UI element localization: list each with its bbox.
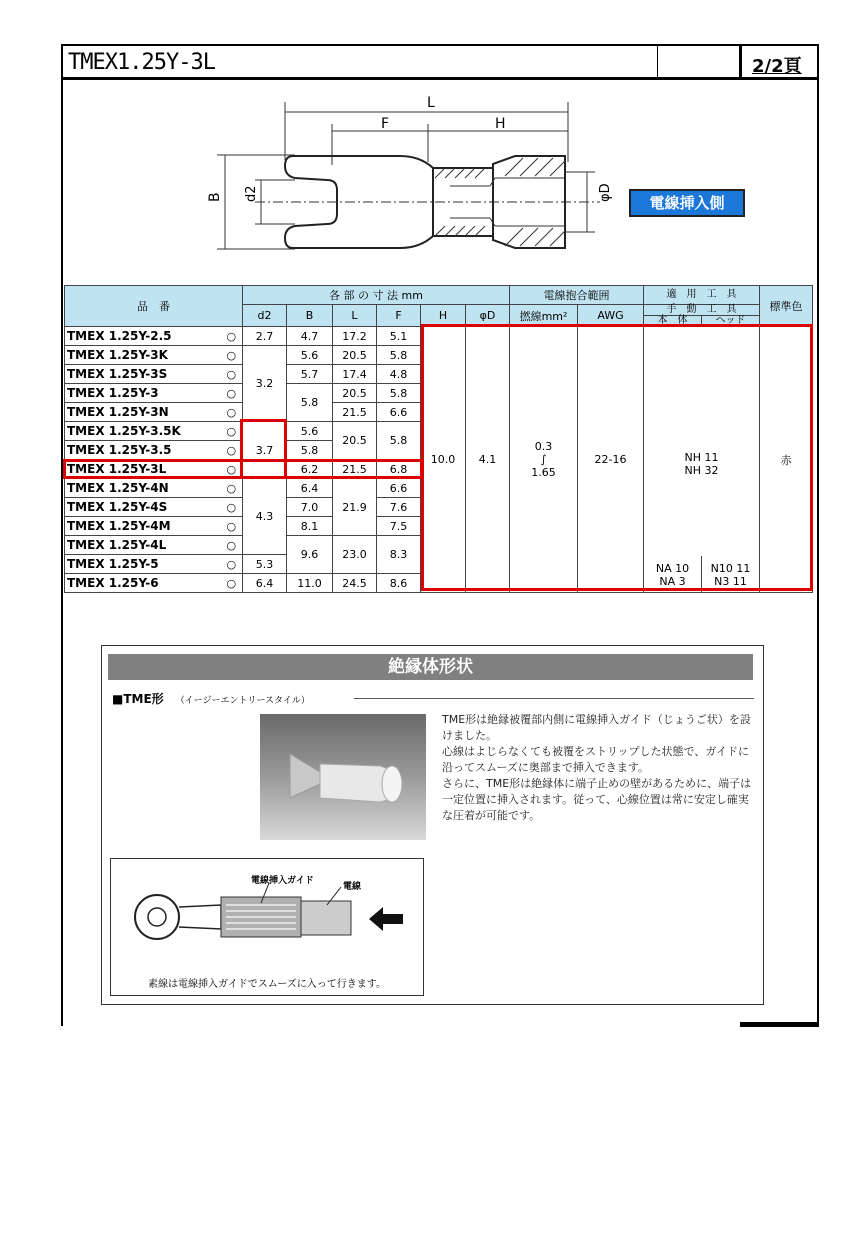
dim-label-F: F <box>381 116 390 132</box>
cell-B: 9.6 <box>287 536 333 574</box>
availability-mark: ○ <box>221 403 243 422</box>
col-F: F <box>377 305 421 327</box>
cell-F: 5.1 <box>377 327 421 346</box>
cell-B: 5.6 <box>287 422 333 441</box>
dim-label-phiD: φD <box>598 183 613 202</box>
page-number: 2/2頁 <box>752 56 802 77</box>
cell-F: 5.8 <box>377 422 421 460</box>
cell-L: 21.5 <box>333 403 377 422</box>
availability-mark: ○ <box>221 441 243 460</box>
col-color: 標準色 <box>760 286 813 327</box>
col-part: 品 番 <box>65 286 243 327</box>
part-number: TMEX 1.25Y-3L <box>65 460 221 479</box>
head-label: ヘッド <box>715 315 746 326</box>
cell-d2: 3.7 <box>243 422 287 479</box>
cell-B: 6.2 <box>287 460 333 479</box>
col-L: L <box>333 305 377 327</box>
availability-mark: ○ <box>221 422 243 441</box>
cell-L: 20.5 <box>333 422 377 460</box>
part-number: TMEX 1.25Y-3N <box>65 403 221 422</box>
dim-label-d2: d2 <box>244 185 259 202</box>
col-H: H <box>421 305 466 327</box>
strand-min: 0.3 <box>534 440 553 453</box>
cell-F: 8.6 <box>377 574 421 593</box>
cell-F: 5.8 <box>377 384 421 403</box>
header-cell <box>657 46 738 77</box>
illustration-caption: 素線は電線挿入ガイドでスムーズに入って行きます。 <box>148 979 386 990</box>
part-number: TMEX 1.25Y-2.5 <box>65 327 221 346</box>
insulation-panel <box>101 645 764 1005</box>
part-number: TMEX 1.25Y-3K <box>65 346 221 365</box>
part-number: TMEX 1.25Y-6 <box>65 574 221 593</box>
desc-paragraph: TME形は絶縁被覆部内側に電線挿入ガイド（じょうご状）を設けました。 <box>442 713 751 742</box>
col-d2: d2 <box>243 305 287 327</box>
wire-side-label: 電線挿入側 <box>629 189 745 217</box>
cell-L: 24.5 <box>333 574 377 593</box>
terminal-photo <box>260 714 426 840</box>
cell-L: 23.0 <box>333 536 377 574</box>
head-tool-2: N3 11 <box>714 575 747 588</box>
availability-mark: ○ <box>221 498 243 517</box>
body-tool-2: NA 3 <box>659 575 686 588</box>
cell-F: 7.6 <box>377 498 421 517</box>
col-range: 電線抱合範囲 <box>510 286 644 305</box>
highlight-row-3L <box>63 459 423 479</box>
availability-mark: ○ <box>221 327 243 346</box>
cell-F: 5.8 <box>377 346 421 365</box>
head-tool-1: N10 11 <box>710 562 751 575</box>
cell-d2: 2.7 <box>243 327 287 346</box>
cell-B: 11.0 <box>287 574 333 593</box>
cell-F: 7.5 <box>377 517 421 536</box>
col-strand: 撚線mm² <box>510 305 578 327</box>
availability-mark: ○ <box>221 555 243 574</box>
cell-B: 6.4 <box>287 479 333 498</box>
availability-mark: ○ <box>221 574 243 593</box>
tme-heading <box>112 690 310 707</box>
cell-L: 20.5 <box>333 384 377 403</box>
desc-paragraph: 心線はよじらなくても被覆をストリップした状態で、ガイドに沿ってスムーズに奥部まで挿入できます。 <box>442 745 750 774</box>
part-number: TMEX 1.25Y-3S <box>65 365 221 384</box>
cell-d2: 4.3 <box>243 479 287 555</box>
cell-d2: 6.4 <box>243 574 287 593</box>
cell-F: 8.3 <box>377 536 421 574</box>
cell-L: 17.2 <box>333 327 377 346</box>
cell-L: 21.9 <box>333 479 377 536</box>
part-number: TMEX 1.25Y-5 <box>65 555 221 574</box>
wire-label: 電線 <box>343 882 362 892</box>
availability-mark: ○ <box>221 384 243 403</box>
cell-B: 5.7 <box>287 365 333 384</box>
insulation-description <box>442 712 758 824</box>
insulation-title: 絶縁体形状 <box>108 654 753 680</box>
cell-d2: 5.3 <box>243 555 287 574</box>
part-number: TMEX 1.25Y-3.5 <box>65 441 221 460</box>
guide-label: 電線挿入ガイド <box>251 876 314 886</box>
cell-color: 赤 <box>760 327 813 593</box>
cell-L: 17.4 <box>333 365 377 384</box>
part-number: TMEX 1.25Y-4N <box>65 479 221 498</box>
tool-1: NH 11 <box>684 450 719 464</box>
part-number: TMEX 1.25Y-4M <box>65 517 221 536</box>
availability-mark: ○ <box>221 346 243 365</box>
col-awg: AWG <box>578 305 644 327</box>
tme-sublabel: （イージーエントリースタイル） <box>175 696 310 706</box>
dim-label-L: L <box>427 95 435 111</box>
availability-mark: ○ <box>221 517 243 536</box>
cell-d2: 3.2 <box>243 346 287 422</box>
availability-mark: ○ <box>221 460 243 479</box>
highlight-shared-specs <box>421 324 813 591</box>
part-number: TMEX 1.25Y-3.5K <box>65 422 221 441</box>
cell-H: 10.0 <box>421 327 466 593</box>
cell-F: 4.8 <box>377 365 421 384</box>
part-number: TMEX 1.25Y-3 <box>65 384 221 403</box>
col-B: B <box>287 305 333 327</box>
cell-phiD: 4.1 <box>466 327 510 593</box>
cell-F: 6.6 <box>377 403 421 422</box>
cell-L: 21.5 <box>333 460 377 479</box>
availability-mark: ○ <box>221 536 243 555</box>
cell-B: 7.0 <box>287 498 333 517</box>
tme-label: ■TME形 <box>112 692 164 706</box>
part-number: TMEX 1.25Y-4L <box>65 536 221 555</box>
cell-B: 5.8 <box>287 384 333 422</box>
cell-L: 20.5 <box>333 346 377 365</box>
desc-paragraph: さらに、TME形は絶縁体に端子止めの壁があるために、端子は一定位置に挿入されます。従って、心線位置は常に安定し確実な圧着が可能です。 <box>442 777 752 822</box>
cell-F: 6.6 <box>377 479 421 498</box>
availability-mark: ○ <box>221 365 243 384</box>
col-tools: 適 用 工 具 <box>644 286 760 305</box>
header-divider <box>739 46 746 77</box>
page-title: TMEX1.25Y-3L <box>68 50 215 75</box>
strand-max: 1.65 <box>531 466 556 479</box>
bottom-bar <box>740 1022 819 1027</box>
heading-rule <box>354 698 754 699</box>
terminal-drawing <box>195 90 615 270</box>
dim-label-H: H <box>495 116 506 132</box>
header <box>61 44 819 80</box>
tool-2: NH 32 <box>684 463 719 477</box>
cell-B: 8.1 <box>287 517 333 536</box>
insertion-illustration <box>110 858 424 996</box>
cell-F: 6.8 <box>377 460 421 479</box>
dim-label-B: B <box>207 192 223 202</box>
cell-B: 4.7 <box>287 327 333 346</box>
availability-mark: ○ <box>221 479 243 498</box>
col-phiD: φD <box>466 305 510 327</box>
cell-B: 5.8 <box>287 441 333 460</box>
col-dims: 各 部 の 寸 法 mm <box>243 286 510 305</box>
strand-sep: ∫ <box>540 453 547 466</box>
cell-B: 5.6 <box>287 346 333 365</box>
body-label: 本 体 <box>644 316 702 326</box>
manual-label: 手 動 工 具 <box>666 304 737 315</box>
part-number: TMEX 1.25Y-4S <box>65 498 221 517</box>
cell-awg: 22-16 <box>578 327 644 593</box>
body-tool-1: NA 10 <box>655 562 690 575</box>
